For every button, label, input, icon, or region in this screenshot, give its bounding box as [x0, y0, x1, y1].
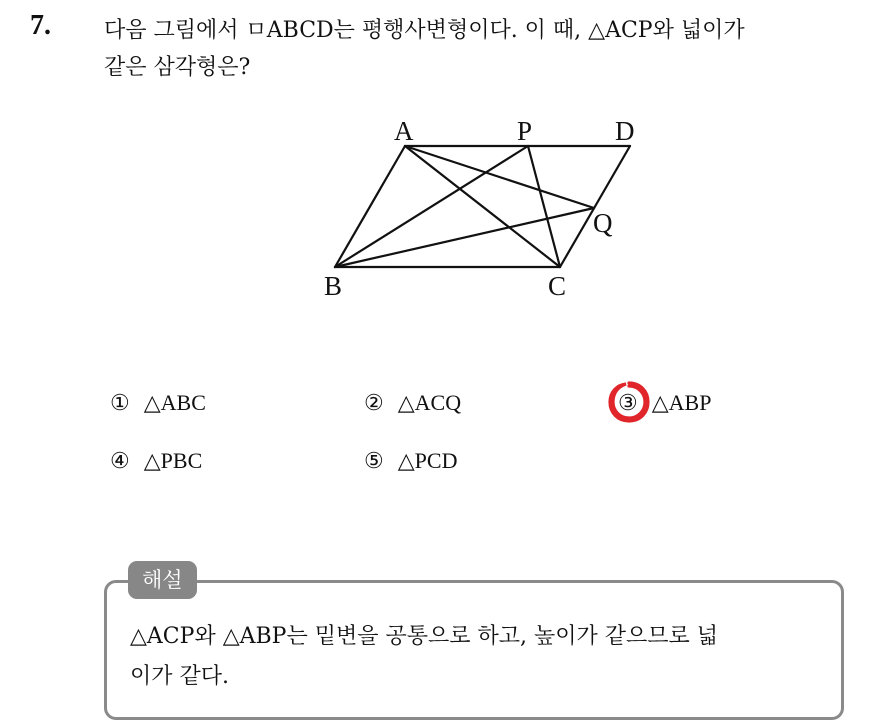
choice-2-number: ②	[364, 391, 384, 416]
segment-bq	[335, 208, 594, 267]
choice-5-number: ⑤	[364, 449, 384, 474]
label-d: D	[615, 116, 635, 146]
choice-1-number: ①	[110, 391, 130, 416]
choice-4-number: ④	[110, 449, 130, 474]
choice-4-text: △PBC	[143, 448, 203, 473]
choice-3-number: ③	[618, 391, 638, 416]
choice-1-text: △ABC	[143, 390, 206, 415]
choice-5[interactable]	[364, 446, 457, 477]
choice-4[interactable]	[110, 446, 202, 477]
solution-tag: 해설	[128, 561, 197, 599]
side-ab	[335, 146, 405, 267]
question-number: 7.	[30, 10, 51, 41]
segment-aq	[405, 146, 594, 208]
question-text: 다음 그림에서 ㅁABCD는 평행사변형이다. 이 때, △ACP와 넓이가 같은 삼각형은?	[104, 18, 745, 80]
label-q: Q	[593, 208, 613, 238]
label-a: A	[394, 116, 414, 146]
segment-bp	[335, 146, 528, 267]
choice-3[interactable]	[618, 388, 711, 419]
segment-pc	[528, 146, 560, 267]
parallelogram-figure	[310, 110, 660, 305]
choice-2-text: △ACQ	[397, 390, 462, 415]
segment-ac	[405, 146, 560, 267]
solution-text: △ACP와 △ABP는 밑변을 공통으로 하고, 높이가 같으므로 넓 이가 같다.	[130, 624, 718, 689]
choice-1[interactable]	[110, 388, 206, 419]
choice-3-text: △ABP	[651, 390, 712, 415]
label-c: C	[548, 271, 567, 301]
label-b: B	[324, 271, 343, 301]
label-p: P	[517, 116, 533, 146]
choice-5-text: △PCD	[397, 448, 458, 473]
choice-3-number-wrap	[618, 389, 638, 419]
choice-2[interactable]	[364, 388, 461, 419]
side-dc	[560, 146, 630, 267]
